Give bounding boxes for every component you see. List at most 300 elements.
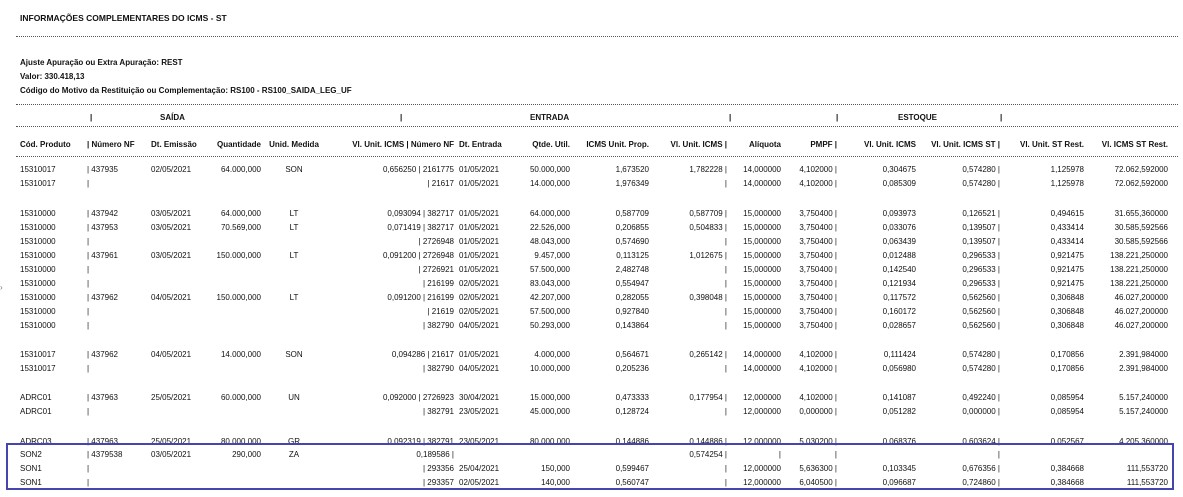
table-cell: 0,574280 | xyxy=(962,350,1000,359)
table-cell: 01/05/2021 xyxy=(459,223,500,232)
table-cell: 138.221,250000 xyxy=(1110,279,1168,288)
table-cell: 0,144886 xyxy=(615,437,649,446)
table-cell: 0,121934 xyxy=(882,279,916,288)
table-cell: 15310017 xyxy=(20,350,56,359)
table-cell: 0,111424 xyxy=(883,350,916,359)
table-cell: 3,750400 | xyxy=(799,307,837,316)
column-header: Vl. ICMS ST Rest. xyxy=(1101,140,1168,149)
table-cell: 0,056980 xyxy=(882,364,916,373)
table-cell: LT xyxy=(289,251,299,260)
table-cell: 0,574280 | xyxy=(962,179,1000,188)
table-cell: 0,126521 | xyxy=(962,209,1000,218)
table-cell: 0,000000 | xyxy=(962,407,1000,416)
table-cell: 0,433414 xyxy=(1050,237,1084,246)
column-header: Vl. Unit. ICMS xyxy=(864,140,916,149)
table-cell: | 216199 xyxy=(423,279,454,288)
table-cell: | xyxy=(724,478,727,487)
table-cell: 0,033076 xyxy=(882,223,916,232)
column-header: Quantidade xyxy=(216,140,261,149)
table-cell: LT xyxy=(289,293,299,302)
column-header: Vl. Unit. ICMS | xyxy=(670,140,727,149)
table-cell: 80.000,000 xyxy=(529,437,570,446)
table-cell: 1,012675 | xyxy=(689,251,727,260)
table-cell: 50.000,000 xyxy=(529,165,570,174)
table-cell: 14,000000 xyxy=(743,350,781,359)
table-cell: 15,000000 xyxy=(743,293,781,302)
table-cell: 4,102000 | xyxy=(799,179,837,188)
table-cell: 5.157,240000 xyxy=(1119,393,1168,402)
group-sep: | xyxy=(1000,113,1003,122)
table-cell: 150.000,000 xyxy=(216,251,261,260)
table-cell: 4,102000 | xyxy=(799,393,837,402)
table-cell: 3,750400 | xyxy=(799,237,837,246)
table-cell: 0,562560 | xyxy=(962,307,1000,316)
table-cell: 15,000000 xyxy=(743,307,781,316)
table-cell: | xyxy=(87,265,90,274)
table-cell: 10.000,000 xyxy=(529,364,570,373)
table-cell: | 437962 xyxy=(87,293,118,302)
table-cell: 15310000 xyxy=(20,223,56,232)
table-cell: 25/04/2021 xyxy=(459,464,500,473)
table-cell: 111,553720 xyxy=(1126,464,1168,473)
table-cell: 12,000000 xyxy=(743,478,781,487)
table-cell: 15,000000 xyxy=(743,251,781,260)
table-cell: ADRC01 xyxy=(20,407,52,416)
table-cell: 14.000,000 xyxy=(529,179,570,188)
table-cell: 0,574280 | xyxy=(962,165,1000,174)
table-cell: 3,750400 | xyxy=(799,265,837,274)
table-cell: 0,139507 | xyxy=(962,223,1000,232)
table-cell: 0,306848 xyxy=(1050,293,1084,302)
table-cell: 0,143864 xyxy=(615,321,649,330)
table-cell: 23/05/2021 xyxy=(459,437,500,446)
group-entrada: ENTRADA xyxy=(530,113,570,122)
table-cell: 150.000,000 xyxy=(216,293,261,302)
group-sep: | xyxy=(90,113,93,122)
table-cell: 50.293,000 xyxy=(529,321,570,330)
table-cell: 0,051282 xyxy=(882,407,916,416)
table-cell: 01/05/2021 xyxy=(459,265,500,274)
table-cell: SON2 xyxy=(20,450,42,459)
table-cell: 15,000000 xyxy=(743,265,781,274)
table-cell: 0,492240 | xyxy=(962,393,1000,402)
table-cell: 0,921475 xyxy=(1050,265,1084,274)
table-cell: 0,063439 xyxy=(882,237,916,246)
table-cell: 15310000 xyxy=(20,321,56,330)
table-cell: 5,636300 | xyxy=(799,464,837,473)
table-cell: | xyxy=(724,321,727,330)
table-cell: 64.000,000 xyxy=(220,209,261,218)
table-cell: | xyxy=(834,450,837,459)
column-header: Dt. Entrada xyxy=(459,140,502,149)
table-cell: 0,144886 | xyxy=(689,437,727,446)
table-cell: SON1 xyxy=(20,478,42,487)
table-cell: 0,306848 xyxy=(1050,321,1084,330)
highlight-box xyxy=(6,443,1174,490)
table-cell: 0,587709 | xyxy=(689,209,727,218)
table-cell: | xyxy=(724,364,727,373)
table-cell: | xyxy=(87,464,90,473)
table-cell: 0,296533 | xyxy=(962,265,1000,274)
table-cell: 0,574254 | xyxy=(689,450,727,459)
table-cell: 04/05/2021 xyxy=(459,321,500,330)
table-cell: 3,750400 | xyxy=(799,223,837,232)
table-cell: 0,092000 | 2726923 xyxy=(382,393,454,402)
table-cell: 0,000000 | xyxy=(799,407,837,416)
table-cell: 45.000,000 xyxy=(529,407,570,416)
table-cell: | xyxy=(87,179,90,188)
table-cell: 4,102000 | xyxy=(799,165,837,174)
table-cell: 15310000 xyxy=(20,293,56,302)
table-cell: 01/05/2021 xyxy=(459,251,500,260)
table-cell: | 437953 xyxy=(87,223,118,232)
table-cell: 0,265142 | xyxy=(689,350,727,359)
table-cell: ADRC01 xyxy=(20,393,52,402)
table-cell: 15.000,000 xyxy=(529,393,570,402)
table-cell: 0,205236 xyxy=(615,364,649,373)
table-cell: | xyxy=(724,407,727,416)
column-header: ICMS Unit. Prop. xyxy=(586,140,649,149)
table-cell: 25/05/2021 xyxy=(151,393,192,402)
table-cell: 57.500,000 xyxy=(529,265,570,274)
table-cell: | xyxy=(724,279,727,288)
table-cell: 01/05/2021 xyxy=(459,237,500,246)
table-cell: LT xyxy=(289,223,299,232)
column-header: Vl. Unit. ICMS | Número NF xyxy=(352,140,454,149)
table-cell: 0,092319 | 382791 xyxy=(387,437,454,446)
table-cell: 4.000,000 xyxy=(534,350,570,359)
table-cell: 46.027,200000 xyxy=(1114,307,1168,316)
table-cell: 01/05/2021 xyxy=(459,350,500,359)
table-cell: 64.000,000 xyxy=(220,165,261,174)
table-cell: 46.027,200000 xyxy=(1114,321,1168,330)
table-cell: | xyxy=(724,307,727,316)
table-cell: 57.500,000 xyxy=(529,307,570,316)
table-cell: 03/05/2021 xyxy=(151,209,192,218)
table-cell: 0,927840 xyxy=(615,307,649,316)
table-cell: 0,574690 xyxy=(615,237,649,246)
table-cell: 0,093094 | 382717 xyxy=(387,209,454,218)
dotted-divider xyxy=(16,36,1178,37)
table-cell: | 382790 xyxy=(423,321,454,330)
table-cell: 83.043,000 xyxy=(529,279,570,288)
column-header: Vl. Unit. ST Rest. xyxy=(1019,140,1084,149)
table-cell: 138.221,250000 xyxy=(1110,251,1168,260)
table-cell: 0,504833 | xyxy=(689,223,727,232)
table-cell: 0,103345 xyxy=(882,464,916,473)
column-header: Qtde. Util. xyxy=(532,140,570,149)
table-cell: 0,473333 xyxy=(615,393,649,402)
dotted-divider xyxy=(16,156,1178,157)
table-cell: 15310000 xyxy=(20,237,56,246)
table-cell: 42.207,000 xyxy=(529,293,570,302)
table-cell: 0,296533 | xyxy=(962,251,1000,260)
table-cell: 0,189586 | xyxy=(416,450,454,459)
table-cell: 0,170856 xyxy=(1050,350,1084,359)
table-cell: 04/05/2021 xyxy=(151,350,192,359)
table-cell: 0,494615 xyxy=(1050,209,1084,218)
table-cell: 2.391,984000 xyxy=(1119,350,1168,359)
table-cell: UN xyxy=(288,393,300,402)
table-cell: 14,000000 xyxy=(743,179,781,188)
table-cell: 0,304675 xyxy=(882,165,916,174)
table-cell: 0,141087 xyxy=(882,393,916,402)
table-cell: 0,398048 | xyxy=(689,293,727,302)
table-cell: | xyxy=(87,478,90,487)
table-cell: 31.655,360000 xyxy=(1114,209,1168,218)
table-cell: 25/05/2021 xyxy=(151,437,192,446)
table-cell: 23/05/2021 xyxy=(459,407,500,416)
table-cell: 15,000000 xyxy=(743,321,781,330)
table-cell: 140,000 xyxy=(541,478,570,487)
table-cell: 138.221,250000 xyxy=(1110,265,1168,274)
table-cell: | 437961 xyxy=(87,251,118,260)
table-cell: | 21617 xyxy=(427,179,454,188)
table-cell: 80.000,000 xyxy=(220,437,261,446)
table-cell: 02/05/2021 xyxy=(459,478,500,487)
table-cell: 70.569,000 xyxy=(220,223,261,232)
dotted-divider xyxy=(16,104,1178,105)
table-cell: 0,117572 xyxy=(883,293,916,302)
table-cell: | xyxy=(724,237,727,246)
table-cell: 0,384668 xyxy=(1050,464,1084,473)
table-cell: 0,142540 xyxy=(882,265,916,274)
table-cell: 64.000,000 xyxy=(529,209,570,218)
table-cell: 15310000 xyxy=(20,307,56,316)
table-cell: 0,564671 xyxy=(615,350,649,359)
table-cell: 15310017 xyxy=(20,179,56,188)
table-cell: 3,750400 | xyxy=(799,293,837,302)
table-cell: 02/05/2021 xyxy=(459,307,500,316)
table-cell: 0,012488 xyxy=(882,251,916,260)
table-cell: 0,091200 | 2726948 xyxy=(382,251,454,260)
table-cell: | xyxy=(778,450,781,459)
table-cell: 0,921475 xyxy=(1050,251,1084,260)
table-cell: 0,656250 | 2161775 xyxy=(382,165,454,174)
table-cell: | xyxy=(724,265,727,274)
table-cell: SON1 xyxy=(20,464,42,473)
table-cell: | xyxy=(87,307,90,316)
table-cell: 0,560747 xyxy=(615,478,649,487)
table-cell: 30.585,592566 xyxy=(1114,223,1168,232)
table-cell: 0,724860 | xyxy=(962,478,1000,487)
side-marker-icon: › xyxy=(0,283,3,292)
table-cell: 0,574280 | xyxy=(962,364,1000,373)
table-cell: | 437962 xyxy=(87,350,118,359)
table-cell: 0,562560 | xyxy=(962,293,1000,302)
table-cell: 1,125978 xyxy=(1050,165,1084,174)
table-cell: | 293356 xyxy=(423,464,454,473)
table-cell: 14,000000 xyxy=(743,364,781,373)
table-cell: | xyxy=(997,450,1000,459)
table-cell: 150,000 xyxy=(541,464,570,473)
table-cell: 12,000000 xyxy=(743,407,781,416)
table-cell: SON xyxy=(285,165,303,174)
table-cell: 03/05/2021 xyxy=(151,251,192,260)
table-cell: 0,676356 | xyxy=(962,464,1000,473)
report-title: INFORMAÇÕES COMPLEMENTARES DO ICMS - ST xyxy=(20,13,227,23)
table-cell: | 4379538 xyxy=(87,450,123,459)
table-cell: 0,296533 | xyxy=(962,279,1000,288)
table-cell: 0,113125 xyxy=(616,251,649,260)
table-cell: 02/05/2021 xyxy=(151,165,192,174)
table-cell: | 382790 xyxy=(423,364,454,373)
table-cell: 3,750400 | xyxy=(799,209,837,218)
table-cell: 15310000 xyxy=(20,251,56,260)
table-cell: 0,160172 xyxy=(882,307,916,316)
table-cell: 0,094286 | 21617 xyxy=(391,350,454,359)
table-cell: 0,599467 xyxy=(615,464,649,473)
table-cell: | xyxy=(87,279,90,288)
table-cell: 0,562560 | xyxy=(962,321,1000,330)
table-cell: | xyxy=(724,179,727,188)
table-cell: 6,040500 | xyxy=(799,478,837,487)
table-cell: 12,000000 xyxy=(743,437,781,446)
table-cell: 1,125978 xyxy=(1050,179,1084,188)
table-cell: 0,306848 xyxy=(1050,307,1084,316)
column-header: PMPF | xyxy=(810,140,837,149)
group-estoque: ESTOQUE xyxy=(898,113,937,122)
table-cell: 0,587709 xyxy=(615,209,649,218)
table-cell: ADRC03 xyxy=(20,437,52,446)
table-cell: 15310017 xyxy=(20,165,56,174)
table-cell: 15,000000 xyxy=(743,279,781,288)
table-cell: 0,093973 xyxy=(882,209,916,218)
table-cell: 15,000000 xyxy=(743,209,781,218)
table-cell: 0,206855 xyxy=(615,223,649,232)
table-cell: 01/05/2021 xyxy=(459,209,500,218)
table-cell: GR xyxy=(288,437,300,446)
table-cell: 0,068376 xyxy=(882,437,916,446)
table-cell: 12,000000 xyxy=(743,464,781,473)
table-cell: 0,384668 xyxy=(1050,478,1084,487)
table-cell: 0,085954 xyxy=(1050,393,1084,402)
table-cell: | 437963 xyxy=(87,437,118,446)
column-header: | Número NF xyxy=(87,140,135,149)
table-cell: 3,750400 | xyxy=(799,321,837,330)
table-cell: 48.043,000 xyxy=(529,237,570,246)
table-cell: 4,102000 | xyxy=(799,350,837,359)
group-sep: | xyxy=(400,113,403,122)
table-cell: 15310000 xyxy=(20,265,56,274)
table-cell: 03/05/2021 xyxy=(151,223,192,232)
table-cell: 0,085309 xyxy=(882,179,916,188)
table-cell: 3,750400 | xyxy=(799,251,837,260)
table-cell: 1,673520 xyxy=(615,165,649,174)
table-cell: 03/05/2021 xyxy=(151,450,192,459)
table-cell: 04/05/2021 xyxy=(459,364,500,373)
table-cell: 4,102000 | xyxy=(799,364,837,373)
table-cell: 02/05/2021 xyxy=(459,293,500,302)
group-saida: SAÍDA xyxy=(160,113,185,122)
table-cell: | 437935 xyxy=(87,165,118,174)
table-cell: 01/05/2021 xyxy=(459,165,500,174)
table-cell: | 437963 xyxy=(87,393,118,402)
table-cell: 2,482748 xyxy=(615,265,649,274)
table-cell: 0,170856 xyxy=(1050,364,1084,373)
dotted-divider xyxy=(16,126,1178,127)
table-cell: ZA xyxy=(288,450,300,459)
table-cell: SON xyxy=(285,350,303,359)
table-cell: 0,282055 xyxy=(615,293,649,302)
table-cell: 15310000 xyxy=(20,209,56,218)
table-cell: | xyxy=(724,464,727,473)
table-cell: 3,750400 | xyxy=(799,279,837,288)
table-cell: 15310000 xyxy=(20,279,56,288)
table-cell: 0,091200 | 216199 xyxy=(387,293,454,302)
table-cell: | xyxy=(87,407,90,416)
table-cell: 1,976349 xyxy=(615,179,649,188)
table-cell: 0,071419 | 382717 xyxy=(387,223,454,232)
table-cell: | 2726921 xyxy=(418,265,454,274)
table-cell: 0,096687 xyxy=(882,478,916,487)
table-cell: 0,085954 xyxy=(1050,407,1084,416)
table-cell: 60.000,000 xyxy=(220,393,261,402)
column-header: Unid. Medida xyxy=(269,140,319,149)
group-sep: | xyxy=(729,113,732,122)
table-cell: | 437942 xyxy=(87,209,118,218)
table-cell: | xyxy=(87,321,90,330)
table-cell: 22.526,000 xyxy=(529,223,570,232)
table-cell: 0,128724 xyxy=(615,407,649,416)
table-cell: LT xyxy=(289,209,299,218)
table-cell: 4.205,360000 xyxy=(1119,437,1168,446)
table-cell: 0,603624 | xyxy=(962,437,1000,446)
table-cell: 0,052567 xyxy=(1050,437,1084,446)
table-cell: 72.062,592000 xyxy=(1114,165,1168,174)
adjust-line: Ajuste Apuração ou Extra Apuração: REST xyxy=(20,58,183,67)
table-cell: | 293357 xyxy=(423,478,454,487)
table-cell: 0,921475 xyxy=(1050,279,1084,288)
value-line: Valor: 330.418,13 xyxy=(20,72,85,81)
table-cell: 14,000000 xyxy=(743,165,781,174)
column-header: Vl. Unit. ICMS ST | xyxy=(931,140,1000,149)
table-cell: | xyxy=(87,364,90,373)
table-cell: 5,030200 | xyxy=(799,437,837,446)
table-cell: 15,000000 xyxy=(743,223,781,232)
table-cell: 14.000,000 xyxy=(220,350,261,359)
table-cell: | 382791 xyxy=(423,407,454,416)
table-cell: 111,553720 xyxy=(1126,478,1168,487)
table-cell: 02/05/2021 xyxy=(459,279,500,288)
table-cell: 30.585,592566 xyxy=(1114,237,1168,246)
table-cell: 01/05/2021 xyxy=(459,179,500,188)
table-cell: 290,000 xyxy=(232,450,261,459)
table-cell: 0,028657 xyxy=(882,321,916,330)
table-cell: 46.027,200000 xyxy=(1114,293,1168,302)
table-cell: 12,000000 xyxy=(743,393,781,402)
table-cell: 0,177954 | xyxy=(689,393,727,402)
table-cell: 30/04/2021 xyxy=(459,393,500,402)
table-cell: 0,433414 xyxy=(1050,223,1084,232)
table-cell: 0,139507 | xyxy=(962,237,1000,246)
table-cell: 0,554947 xyxy=(615,279,649,288)
reason-line: Código do Motivo da Restituição ou Complementação: RS100 - RS100_SAIDA_LEG_UF xyxy=(20,86,352,95)
column-header: Dt. Emissão xyxy=(151,140,197,149)
table-cell: | xyxy=(87,237,90,246)
group-sep: | xyxy=(836,113,839,122)
table-cell: 2.391,984000 xyxy=(1119,364,1168,373)
table-cell: | 2726948 xyxy=(418,237,454,246)
column-header: Alíquota xyxy=(749,140,781,149)
table-cell: | 21619 xyxy=(427,307,454,316)
table-cell: 72.062,592000 xyxy=(1114,179,1168,188)
table-cell: 1,782228 | xyxy=(689,165,727,174)
column-header: Cód. Produto xyxy=(20,140,71,149)
table-cell: 04/05/2021 xyxy=(151,293,192,302)
table-cell: 9.457,000 xyxy=(534,251,570,260)
table-cell: 15310017 xyxy=(20,364,56,373)
